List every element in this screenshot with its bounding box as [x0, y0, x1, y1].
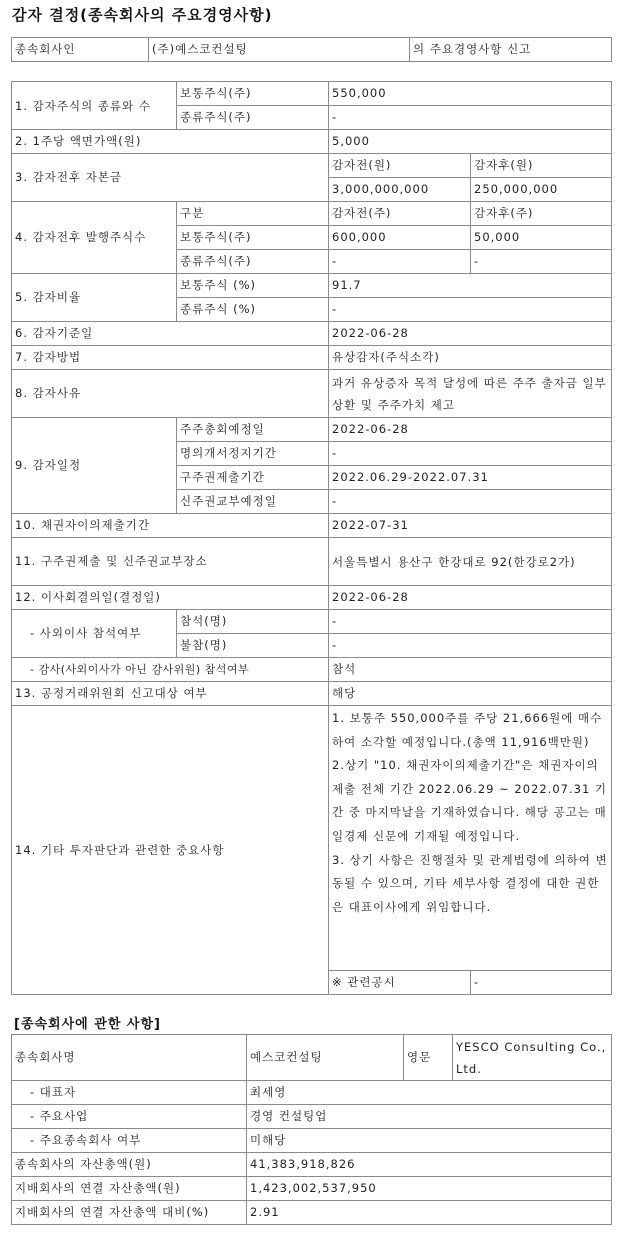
sub-ceo-label: - 대표자 — [12, 1081, 247, 1105]
company-name: (주)예스코컨설팅 — [149, 38, 410, 62]
r12-absent-label: 불참(명) — [177, 634, 329, 658]
sub-parent-label: 지배회사의 연결 자산총액(원) — [12, 1177, 247, 1201]
r5-pref-value: - — [329, 298, 612, 322]
r11-value: 서울특별시 용산구 한강대로 92(한강로2가) — [329, 538, 612, 586]
r1-common-label: 보통주식(주) — [177, 82, 329, 106]
sub-ratio-label: 지배회사의 연결 자산총액 대비(%) — [12, 1201, 247, 1225]
r4-pref-before: - — [329, 250, 471, 274]
r12-label: 12. 이사회결의일(결정일) — [12, 586, 329, 610]
r4-pref-after: - — [471, 250, 612, 274]
r5-common-label: 보통주식 (%) — [177, 274, 329, 298]
r3-after-value: 250,000,000 — [471, 178, 612, 202]
r3-before-label: 감자전(원) — [329, 154, 471, 178]
r14-notes — [329, 706, 612, 971]
r8-value: 과거 유상증자 목적 달성에 따른 주주 출자금 일부 상환 및 주주가치 제고 — [329, 370, 612, 418]
sub-name-label: 종속회사명 — [12, 1035, 247, 1081]
r9-submit-label: 구주권제출기간 — [177, 466, 329, 490]
sub-major-label: - 주요종속회사 여부 — [12, 1129, 247, 1153]
r9-issue-label: 신주권교부예정일 — [177, 490, 329, 514]
r2-value: 5,000 — [329, 130, 612, 154]
capital-reduction-table — [11, 81, 612, 995]
subsidiary-section-title: [종속회사에 관한 사항] — [14, 1017, 161, 1032]
r9-suspend-label: 명의개서정지기간 — [177, 442, 329, 466]
sub-eng-value: YESCO Consulting Co., Ltd. — [453, 1035, 612, 1081]
subsidiary-label: 종속회사인 — [12, 38, 149, 62]
r9-meeting-label: 주주총회예정일 — [177, 418, 329, 442]
sub-ratio-value: 2.91 — [247, 1201, 612, 1225]
r4-pref-label: 종류주식(주) — [177, 250, 329, 274]
r1-label: 1. 감자주식의 종류와 수 — [12, 82, 177, 130]
sub-parent-value: 1,423,002,537,950 — [247, 1177, 612, 1201]
r1-pref-value: - — [329, 106, 612, 130]
r4-label: 4. 감자전후 발행주식수 — [12, 202, 177, 274]
sub-assets-label: 종속회사의 자산총액(원) — [12, 1153, 247, 1177]
r11-label: 11. 구주권제출 및 신주권교부장소 — [12, 538, 329, 586]
r10-label: 10. 채권자이의제출기간 — [12, 514, 329, 538]
r7-label: 7. 감자방법 — [12, 346, 329, 370]
r5-common-value: 91.7 — [329, 274, 612, 298]
r6-value: 2022-06-28 — [329, 322, 612, 346]
r14-related-value: - — [471, 971, 612, 995]
r4-before-label: 감자전(주) — [329, 202, 471, 226]
reporting-company-table — [11, 37, 612, 62]
r2-label: 2. 1주당 액면가액(원) — [12, 130, 329, 154]
r9-issue-value: - — [329, 490, 612, 514]
r7-value: 유상감자(주식소각) — [329, 346, 612, 370]
sub-assets-value: 41,383,918,826 — [247, 1153, 612, 1177]
r3-label: 3. 감자전후 자본금 — [12, 154, 329, 202]
report-type: 의 주요경영사항 신고 — [410, 38, 612, 62]
r12-absent-value: - — [329, 634, 612, 658]
r12-value: 2022-06-28 — [329, 586, 612, 610]
r1-pref-label: 종류주식(주) — [177, 106, 329, 130]
r13-label: 13. 공정거래위원회 신고대상 여부 — [12, 682, 329, 706]
r12-audit-label: - 감사(사외이사가 아닌 감사위원) 참석여부 — [12, 658, 329, 682]
r3-after-label: 감자후(원) — [471, 154, 612, 178]
r14-related-label: ※ 관련공시 — [329, 971, 471, 995]
r4-common-after: 50,000 — [471, 226, 612, 250]
r4-common-label: 보통주식(주) — [177, 226, 329, 250]
r14-note-2: 2.상기 "10. 채권자이의제출기간"은 채권자이의제출 전체 기간 2022.06.29 ~ 2022.07.31 기간 중 마지막날을 기재하였습니다. 해당 공고는 매일경제 신문에 기재될 예정입니다. — [332, 758, 608, 843]
r4-after-label: 감자후(주) — [471, 202, 612, 226]
r9-label: 9. 감자일정 — [12, 418, 177, 514]
sub-major-value: 미해당 — [247, 1129, 612, 1153]
sub-biz-label: - 주요사업 — [12, 1105, 247, 1129]
sub-ceo-value: 최세영 — [247, 1081, 612, 1105]
r10-value: 2022-07-31 — [329, 514, 612, 538]
sub-name-value: 예스코컨설팅 — [247, 1035, 404, 1081]
sub-eng-label: 영문 — [404, 1035, 453, 1081]
r8-label: 8. 감자사유 — [12, 370, 329, 418]
r9-meeting-value: 2022-06-28 — [329, 418, 612, 442]
r4-common-before: 600,000 — [329, 226, 471, 250]
r9-submit-value: 2022.06.29-2022.07.31 — [329, 466, 612, 490]
r9-suspend-value: - — [329, 442, 612, 466]
r12-audit-value: 참석 — [329, 658, 612, 682]
r6-label: 6. 감자기준일 — [12, 322, 329, 346]
page-title: 감자 결정(종속회사의 주요경영사항) — [12, 6, 273, 24]
r5-pref-label: 종류주식 (%) — [177, 298, 329, 322]
r13-value: 해당 — [329, 682, 612, 706]
r12-outside-label: - 사외이사 참석여부 — [12, 610, 177, 658]
r12-present-label: 참석(명) — [177, 610, 329, 634]
subsidiary-table — [11, 1034, 612, 1225]
r14-note-1: 1. 보통주 550,000주를 주당 21,666원에 매수하여 소각할 예정입니다.(총액 11,916백만원) — [332, 711, 603, 749]
r14-note-3: 3. 상기 사항은 진행절차 및 관계법령에 의하여 변동될 수 있으며, 기타 세부사항 결정에 대한 권한은 대표이사에게 위임합니다. — [332, 852, 608, 914]
r14-label: 14. 기타 투자판단과 관련한 중요사항 — [12, 706, 329, 995]
r4-div-label: 구분 — [177, 202, 329, 226]
r5-label: 5. 감자비율 — [12, 274, 177, 322]
r3-before-value: 3,000,000,000 — [329, 178, 471, 202]
sub-biz-value: 경영 컨설팅업 — [247, 1105, 612, 1129]
r12-present-value: - — [329, 610, 612, 634]
r1-common-value: 550,000 — [329, 82, 612, 106]
